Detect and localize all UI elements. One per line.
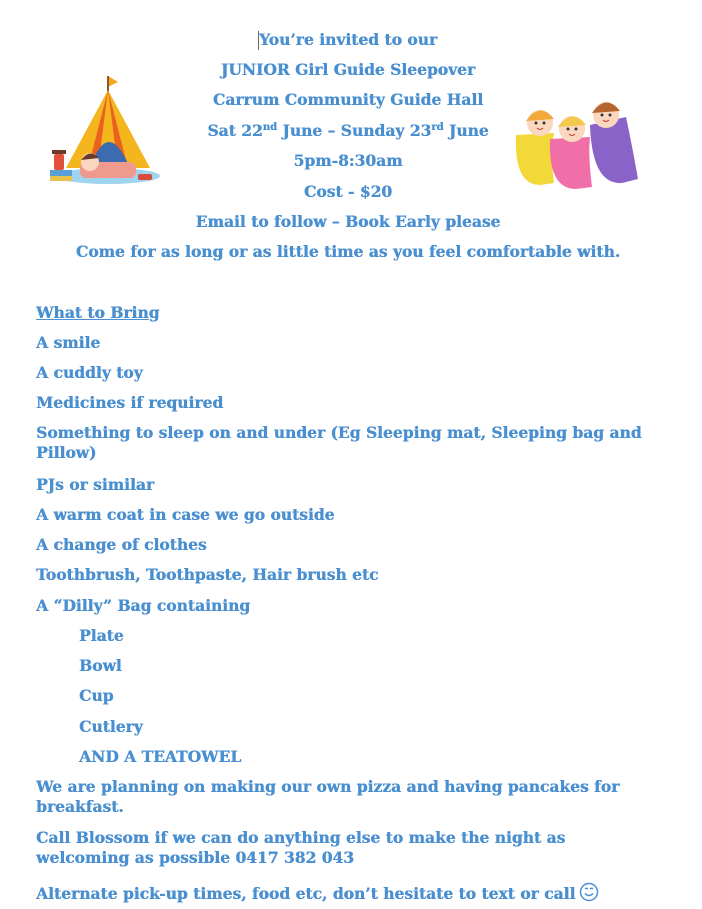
email-note: Email to follow – Book Early please [195,212,501,231]
list-item: Toothbrush, Toothpaste, Hair brush etc [36,565,379,584]
dilly-item: Bowl [79,656,122,675]
invite-intro: You’re invited to our [258,30,438,49]
list-item: A warm coat in case we go outside [36,505,335,524]
list-item: A smile [36,333,101,352]
dilly-item: Plate [79,626,124,645]
list-item: Medicines if required [36,393,224,412]
list-item: A “Dilly” Bag containing [36,596,251,615]
event-cost: Cost - $20 [303,182,393,201]
event-venue: Carrum Community Guide Hall [212,90,484,109]
dilly-item: Cutlery [79,717,143,736]
event-title: JUNIOR Girl Guide Sleepover [220,60,476,79]
list-item: A cuddly toy [36,363,143,382]
event-time: 5pm-8:30am [293,151,403,170]
dilly-item: AND A TEATOWEL [79,747,242,766]
list-item: A change of clothes [36,535,207,554]
comfort-note: Come for as long or as little time as you feel comfortable with. [75,242,621,261]
smiley-face-icon [579,882,599,902]
call-note: Call Blossom if we can do anything else to make the night as welcoming as possible 0417 382 043 [36,828,566,867]
dilly-item: Cup [79,686,114,705]
list-item: PJs or similar [36,475,155,494]
list-item: Something to sleep on and under (Eg Sleeping mat, Sleeping bag and Pillow) [36,423,642,462]
what-to-bring-heading: What to Bring [36,303,160,322]
pizza-note: We are planning on making our own pizza and having pancakes for breakfast. [36,777,620,816]
event-dates: Sat 22nd June – Sunday 23rd June [207,121,489,140]
alternate-note: Alternate pick-up times, food etc, don’t hesitate to text or call [36,882,656,904]
